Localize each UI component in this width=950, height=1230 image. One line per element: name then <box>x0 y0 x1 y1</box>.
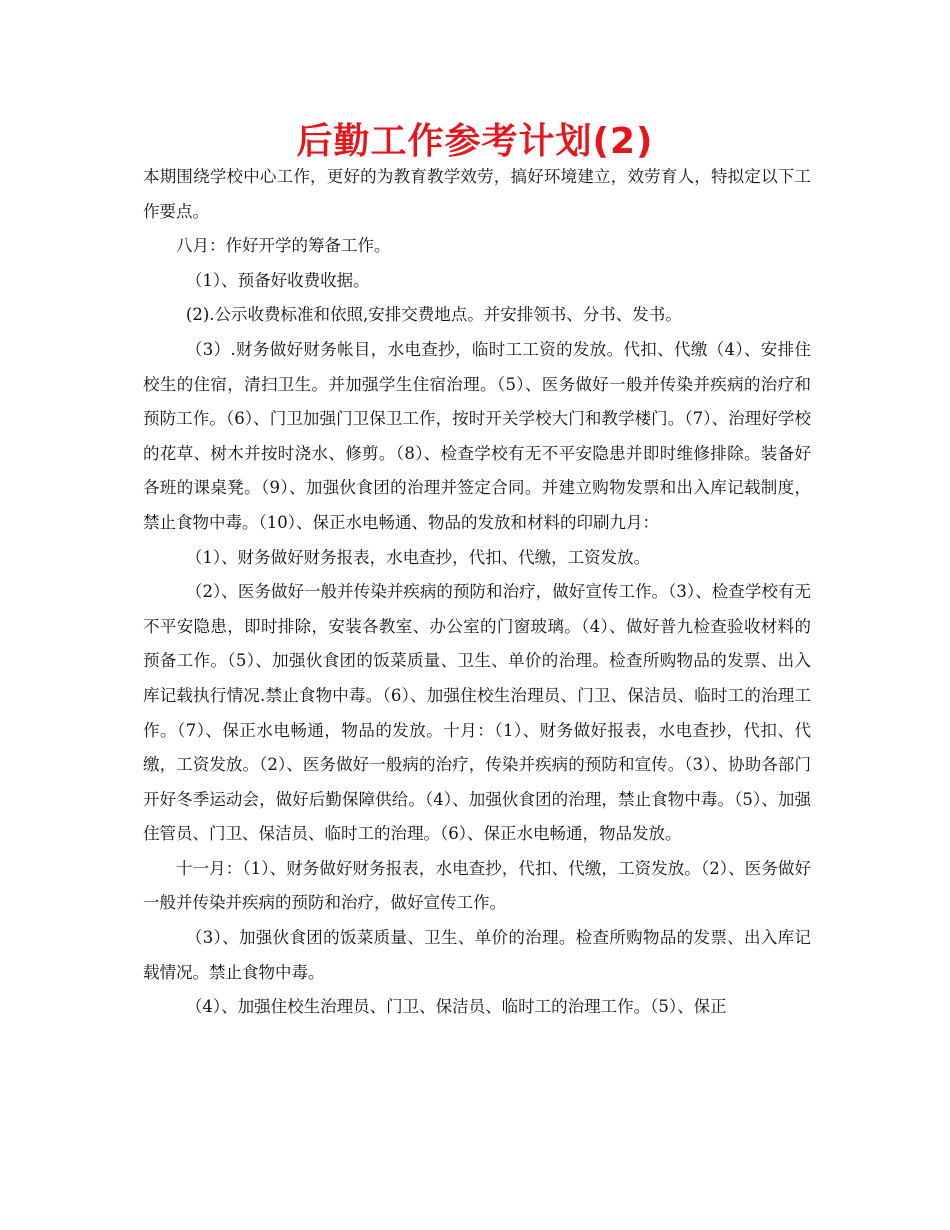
september-item-1: （1）、财务做好财务报表，水电查抄，代扣、代缴，工资发放。 <box>185 547 651 567</box>
august-item-1: （1）、预备好收费收据。 <box>185 270 370 290</box>
november-item-3: （3）、加强伙食团的饭菜质量、卫生、单价的治理。检查所购物品的发票、出入库记载情况。禁止食物中毒。 <box>143 928 811 982</box>
september-october-items: （2）、医务做好一般并传染并疾病的预防和治疗，做好宣传工作。（3）、检查学校有无不平安隐患，即时排除，安装各教室、办公室的门窗玻璃。（4）、做好普九检查验收材料的预备工作。（5）、加强伙食团的饭菜质量、卫生、单价的治理。检查所购物品的发票、出入库记载执行情况.禁止食物中毒。（6）、加强住校生治理员、门卫、保洁员、临时工的治理工作。（7）、保正水电畅通，物品的发放。十月：（1）、财务做好报表，水电查抄，代扣、代缴，工资发放。（2）、医务做好一般病的治疗，传染并疾病的预防和宣传。（3）、协助各部门开好冬季运动会，做好后勤保障供给。（4）、加强伙食团的治理，禁止食物中毒。（5）、加强住管员、门卫、保洁员、临时工的治理。（6）、保正水电畅通，物品发放。 <box>143 582 811 844</box>
november-items-1-2: 十一月：（1）、财务做好财务报表，水电查抄，代扣、代缴，工资发放。（2）、医务做好一般并传染并疾病的预防和治疗，做好宣传工作。 <box>143 858 811 913</box>
august-items-3-10: （3）.财务做好财务帐目，水电查抄，临时工工资的发放。代扣、代缴（4）、安排住校生的住宿，清扫卫生。并加强学生住宿治理。（5）、医务做好一般并传染并疾病的治疗和预防工作。（6）、门卫加强门卫保卫工作，按时开关学校大门和教学楼门。（7）、治理好学校的花草、树木并按时浇水、修剪。（8）、检查学校有无不平安隐患并即时维修排除。装备好各班的课桌凳。（9）、加强伙食团的治理并签定合同。并建立购物发票和出入库记载制度，禁止食物中毒。（10）、保正水电畅通、物品的发放和材料的印刷九月： <box>143 339 811 532</box>
august-heading: 八月：作好开学的筹备工作。 <box>176 236 391 256</box>
document-title: 后勤工作参考计划(2) <box>296 121 654 162</box>
document-body <box>143 160 811 1025</box>
intro-paragraph: 本期围绕学校中心工作，更好的为教育教学效劳，搞好环境建立，效劳育人，特拟定以下工作要点。 <box>143 167 811 221</box>
november-items-4-5: （4）、加强住校生治理员、门卫、保洁员、临时工的治理工作。（5）、保正 <box>185 997 727 1017</box>
august-item-2: (2).公示收费标准和依照,安排交费地点。并安排领书、分书、发书。 <box>185 305 682 325</box>
